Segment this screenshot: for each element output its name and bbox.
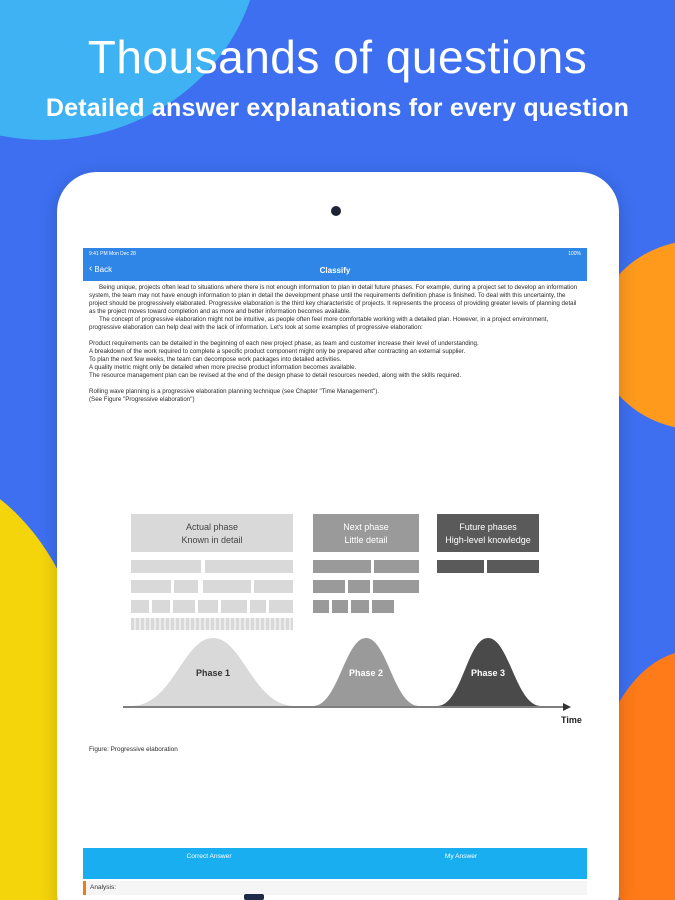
promo-headline: Thousands of questions (87, 31, 588, 83)
detail-blocks-future (437, 560, 539, 573)
status-battery: 100% (568, 250, 581, 257)
app-screen (83, 248, 587, 900)
example-item: A breakdown of the work required to complete a specific product component might only be prepared after contracting an external supplier. (89, 348, 466, 355)
time-axis-arrow-icon (563, 703, 571, 711)
example-item: To plan the next few weeks, the team can decompose work packages into detailed activities. (89, 356, 342, 363)
phase-box-actual-line2: Known in detail (181, 535, 243, 545)
phase-box-future (437, 514, 539, 552)
phase-box-next-line1: Next phase (343, 522, 389, 532)
back-button[interactable] (89, 264, 112, 274)
home-indicator (244, 894, 264, 900)
detail-blocks-actual (131, 560, 293, 613)
status-time: 9:41 PM Mon Dec 28 (89, 250, 136, 257)
figure-caption: Figure: Progressive elaboration (89, 746, 178, 753)
correct-answer-tab[interactable]: Correct Answer (186, 853, 232, 860)
phase-box-future-line2: High-level knowledge (445, 535, 531, 545)
phase-box-next (313, 514, 419, 552)
phase-box-future-line1: Future phases (459, 522, 517, 532)
closing-line: (See Figure "Progressive elaboration") (89, 396, 195, 403)
example-item: Product requirements can be detailed in the beginning of each new project phase, as team and customer increase their level of understanding. (89, 340, 479, 347)
content-paragraph: Being unique, projects often lead to situations where there is not enough information to plan in detail future phases. For example, during a project set to develop an information system, the team may not have enough information to plan in detail the development phase until the requirements definition phase is finished. To deal with this uncertainty, the project should be progressively elaborated. Progressive elaboration is the third key characteristic of projects. It represents the process of providing greater levels of planning detail as the project moves toward completion and as more and better information becomes available. (89, 284, 578, 315)
example-item: A quality metric might only be detailed when more precise product information becomes available. (89, 364, 357, 371)
analysis-header: Analysis: (83, 881, 587, 895)
phase-3-label: Phase 3 (470, 668, 506, 678)
question-content (83, 281, 587, 404)
nav-bar (83, 259, 587, 281)
phase-box-actual-line1: Actual phase (185, 522, 239, 532)
status-bar (83, 248, 587, 259)
detail-blocks-next (313, 560, 419, 613)
phase-2-label: Phase 2 (348, 668, 384, 678)
phase-box-next-line2: Little detail (344, 535, 388, 545)
answer-bar (83, 848, 587, 879)
chevron-left-icon: ‹ (89, 263, 93, 274)
example-item: The resource management plan can be revised at the end of the design phase to detail resources needed, along with the skills required. (89, 372, 462, 379)
nav-title: Classify (319, 265, 351, 275)
promo-subheadline: Detailed answer explanations for every question (45, 94, 630, 122)
content-paragraph: The concept of progressive elaboration might not be intuitive, as people often feel more comfortable working with a detailed plan. However, in a project environment, progressive elaboration can help deal with the lack of information. Let's look at some examples of progressive elaboration: (89, 316, 549, 331)
phase-box-actual (131, 514, 293, 552)
my-answer-tab[interactable]: My Answer (444, 853, 478, 860)
time-axis-label: Time (561, 715, 582, 725)
closing-line: Rolling wave planning is a progressive elaboration planning technique (see Chapter "Time Management"). (89, 388, 379, 395)
camera-icon (331, 206, 341, 216)
phase-1-label: Phase 1 (195, 668, 231, 678)
progressive-elaboration-diagram (123, 510, 587, 740)
tablet-device (57, 172, 619, 900)
back-label: Back (94, 264, 113, 274)
